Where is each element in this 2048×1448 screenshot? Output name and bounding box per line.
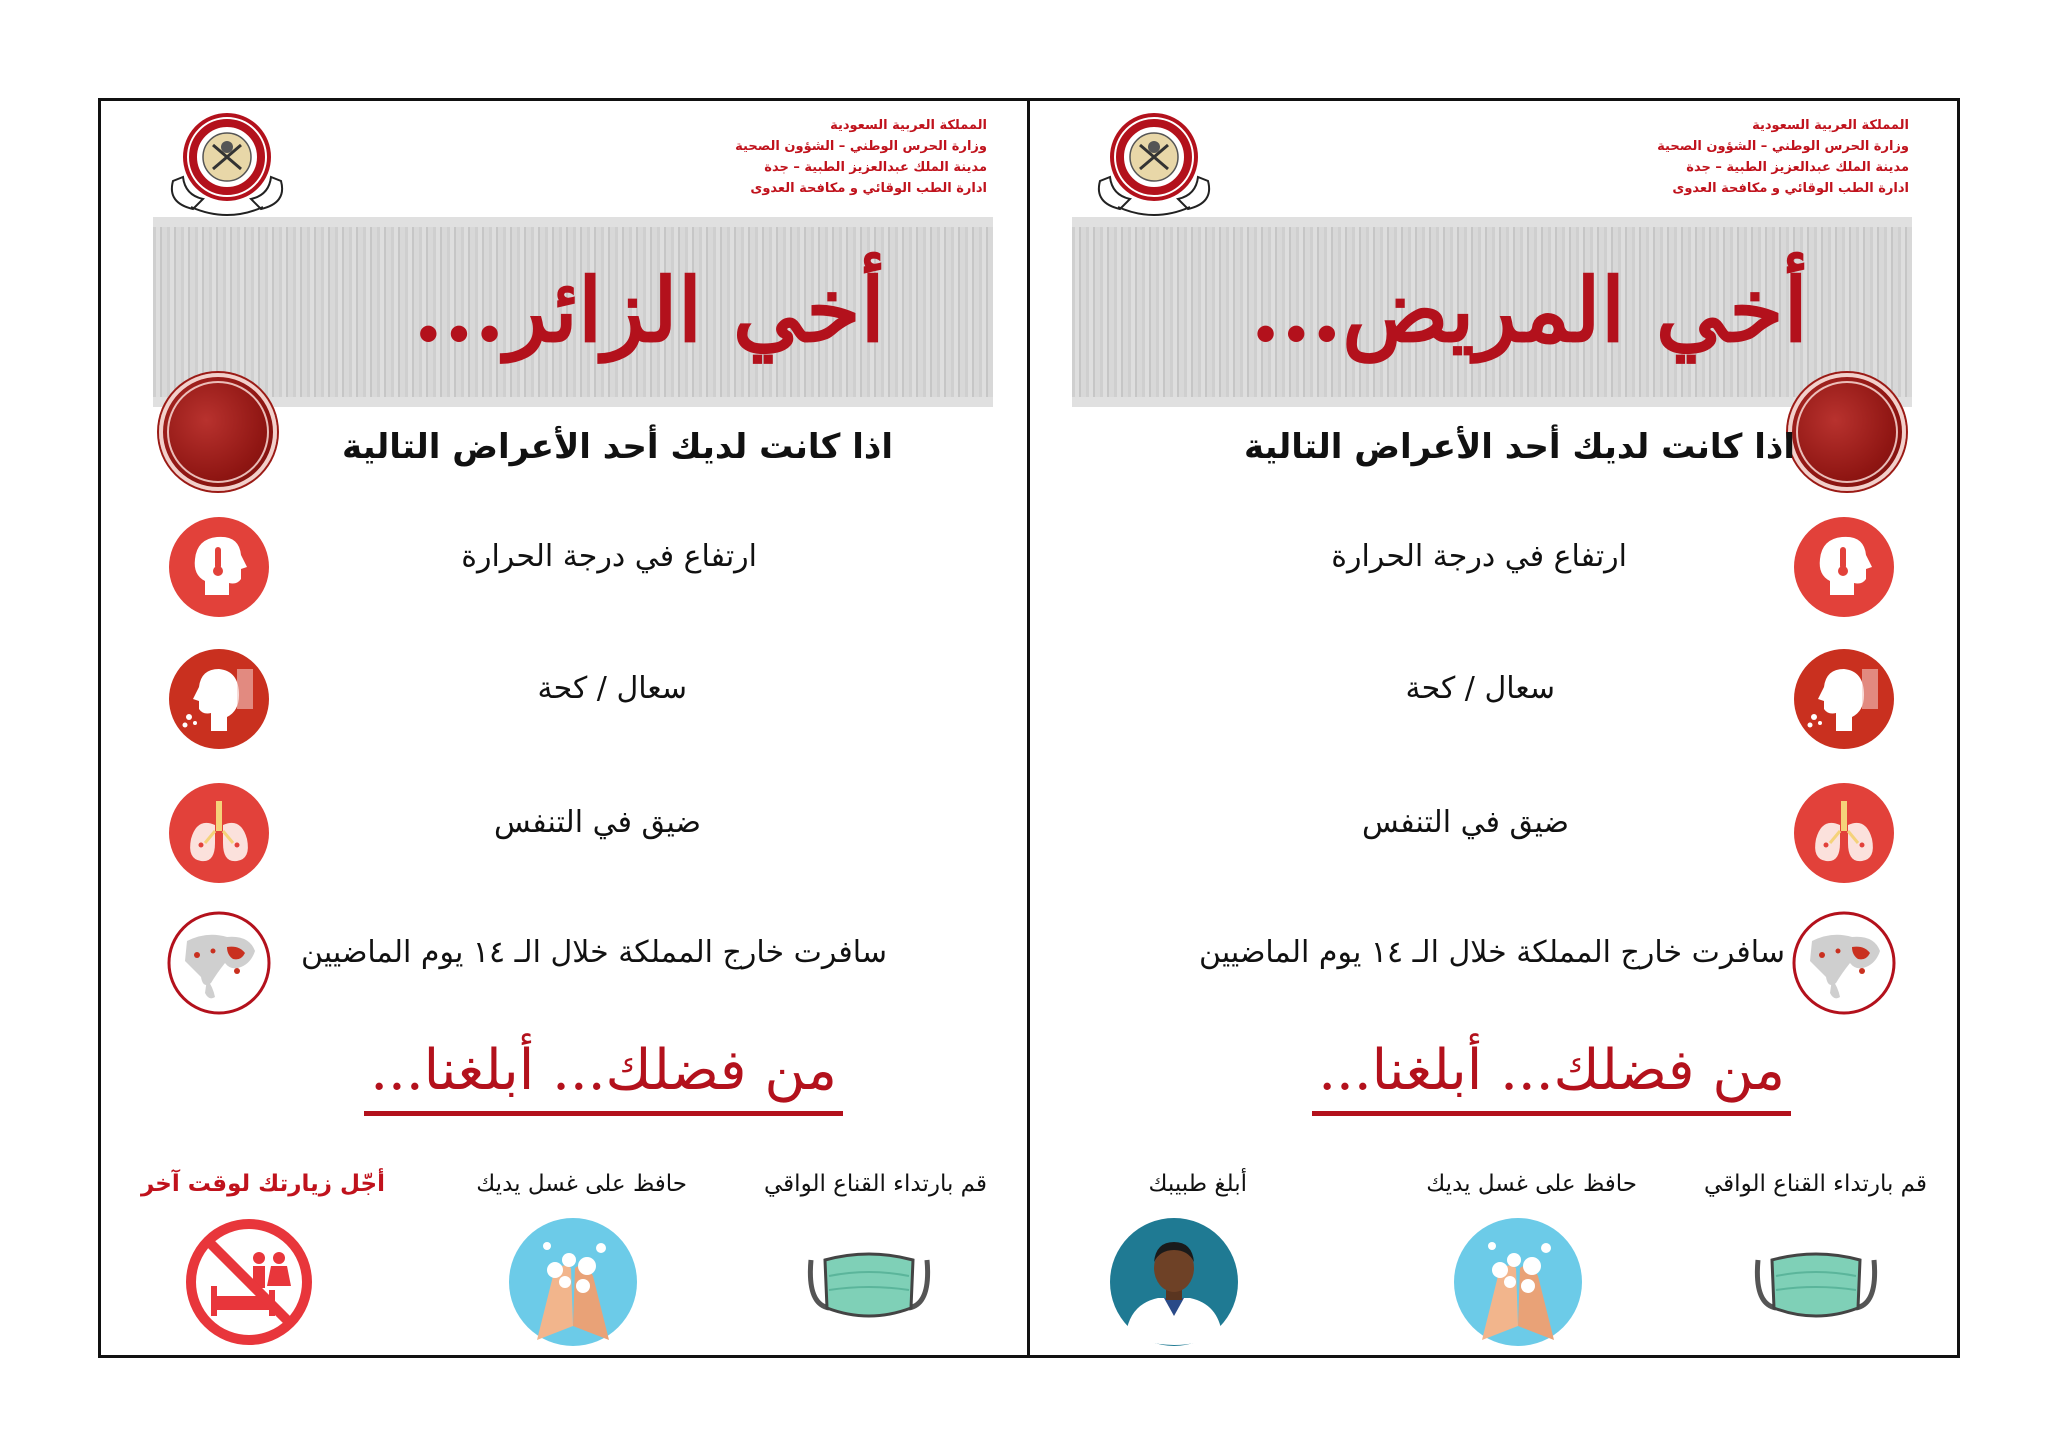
title-banner — [1072, 217, 1912, 407]
action-wash-label: حافظ على غسل يديك — [476, 1171, 687, 1197]
action-mask-label: قم بارتداء القناع الواقي — [764, 1171, 987, 1197]
hand-wash-icon — [1452, 1216, 1584, 1348]
fever-head-icon — [1792, 515, 1896, 619]
symptoms-question: اذا كانت لديك أحد الأعراض التالية — [342, 427, 893, 467]
symptom-fever: ارتفاع في درجة الحرارة — [461, 539, 757, 574]
please-tell-us: من فضلك... أبلغنا... — [1312, 1031, 1791, 1116]
action-wash-label: حافظ على غسل يديك — [1426, 1171, 1637, 1197]
cough-icon — [167, 647, 271, 751]
page-title: أخي المريض... — [1250, 258, 1808, 362]
symptom-travel: سافرت خارج المملكة خلال الـ ١٤ يوم الماضيين — [301, 935, 887, 970]
action-mask-label: قم بارتداء القناع الواقي — [1704, 1171, 1927, 1197]
symptom-fever: ارتفاع في درجة الحرارة — [1331, 539, 1627, 574]
header-text — [687, 115, 987, 199]
cough-icon — [1792, 647, 1896, 751]
header-line: المملكة العربية السعودية — [1752, 118, 1909, 133]
fever-head-icon — [167, 515, 271, 619]
lungs-icon — [167, 781, 271, 885]
symptom-breathing: ضيق في التنفس — [494, 805, 701, 840]
symptom-breathing: ضيق في التنفس — [1362, 805, 1569, 840]
header-line: وزارة الحرس الوطني – الشؤون الصحية — [735, 139, 987, 154]
national-guard-logo-icon — [163, 111, 291, 221]
hand-wash-icon — [507, 1216, 639, 1348]
title-banner — [153, 217, 993, 407]
header-line: ادارة الطب الوقائي و مكافحة العدوى — [750, 181, 987, 196]
header-line: ادارة الطب الوقائي و مكافحة العدوى — [1672, 181, 1909, 196]
symptom-cough: سعال / كحة — [1405, 671, 1555, 706]
world-map-icon — [167, 911, 271, 1015]
decorative-circle — [159, 373, 277, 491]
please-tell-us: من فضلك... أبلغنا... — [364, 1031, 843, 1116]
header-line: وزارة الحرس الوطني – الشؤون الصحية — [1657, 139, 1909, 154]
symptom-travel: سافرت خارج المملكة خلال الـ ١٤ يوم الماضيين — [1199, 935, 1785, 970]
world-map-icon — [1792, 911, 1896, 1015]
no-visitors-icon — [183, 1216, 315, 1348]
header-line: المملكة العربية السعودية — [830, 118, 987, 133]
action-postpone-label: أجّل زيارتك لوقت آخر — [140, 1171, 385, 1197]
patient-panel — [1030, 101, 1957, 1355]
symptom-cough: سعال / كحة — [537, 671, 687, 706]
page-title: أخي الزائر... — [412, 258, 885, 362]
doctor-icon — [1108, 1216, 1240, 1348]
header-text — [1609, 115, 1909, 199]
symptoms-question: اذا كانت لديك أحد الأعراض التالية — [1244, 427, 1795, 467]
decorative-circle — [1788, 373, 1906, 491]
lungs-icon — [1792, 781, 1896, 885]
national-guard-logo-icon — [1090, 111, 1218, 221]
face-mask-icon — [1750, 1216, 1882, 1348]
header-line: مدينة الملك عبدالعزيز الطبية – جدة — [764, 160, 987, 175]
visitor-panel — [101, 101, 1027, 1355]
action-doctor-label: أبلغ طبيبك — [1148, 1171, 1247, 1197]
face-mask-icon — [803, 1216, 935, 1348]
header-line: مدينة الملك عبدالعزيز الطبية – جدة — [1686, 160, 1909, 175]
